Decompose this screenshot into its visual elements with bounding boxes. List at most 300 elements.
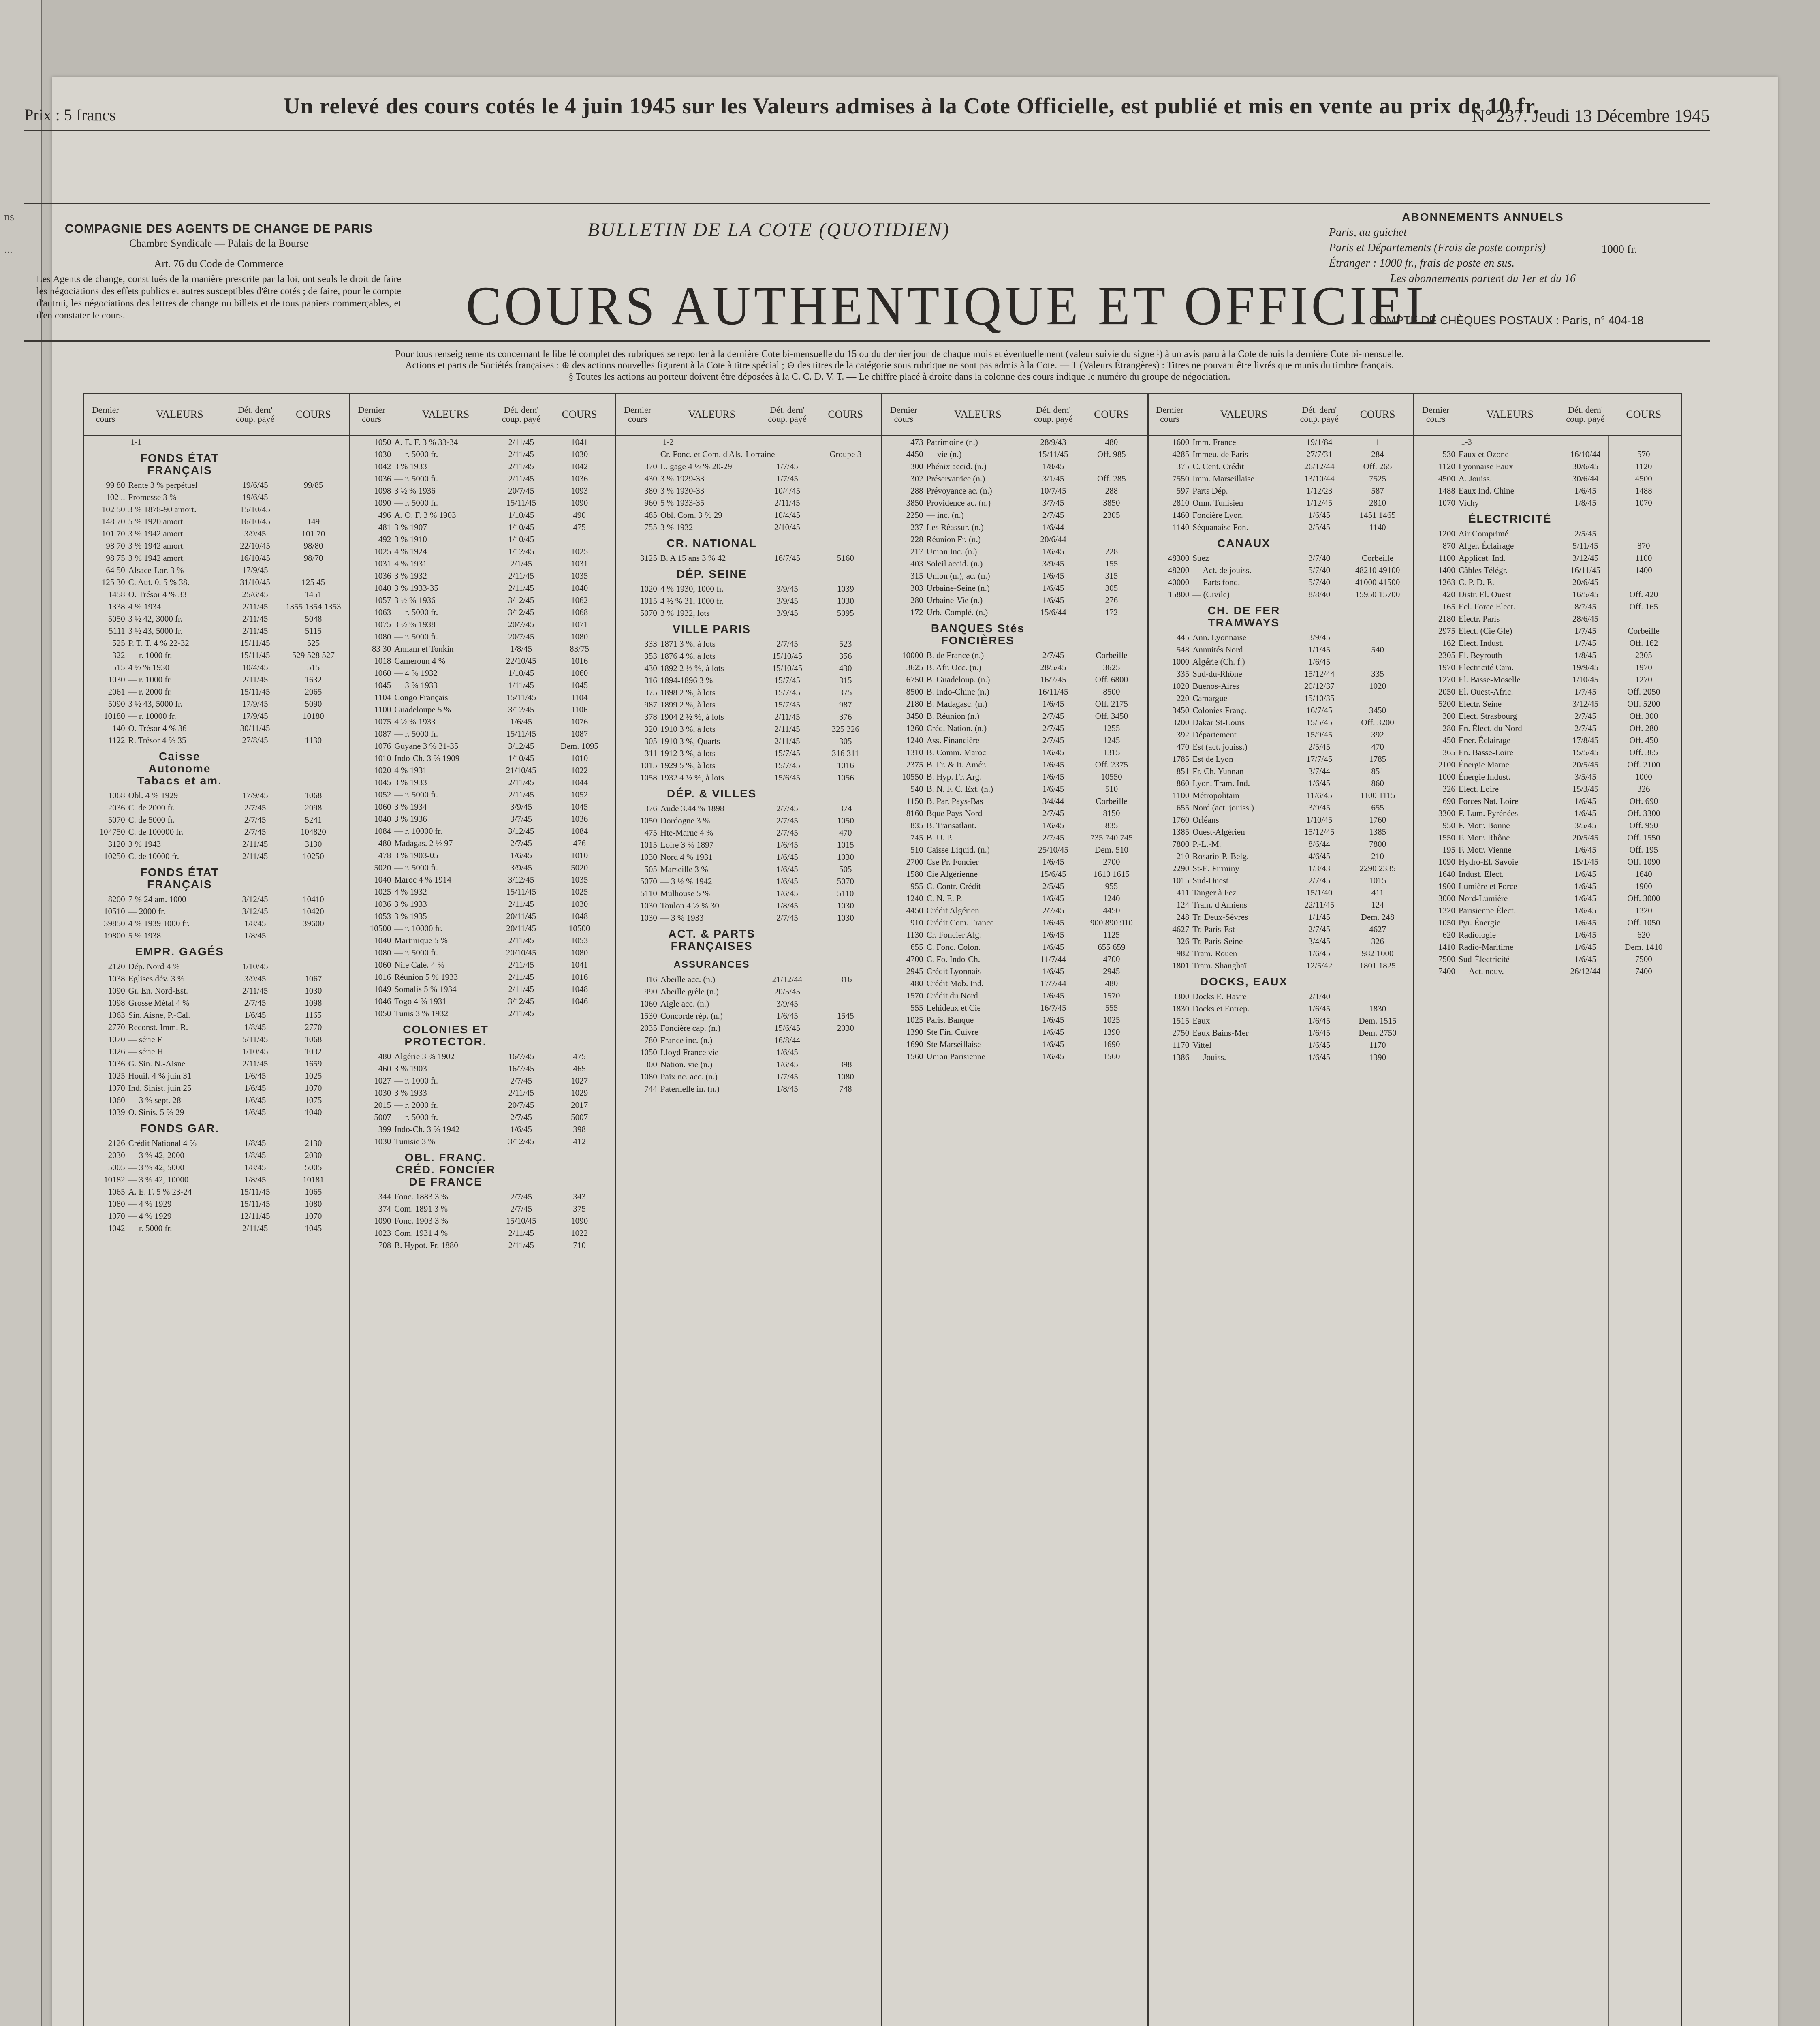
- last-price-cell: 481: [378, 522, 391, 532]
- security-name-cell: Tram. Shanghaï: [1192, 961, 1247, 970]
- security-name-cell: 3 % 1933-35: [394, 583, 438, 593]
- quote-cell: 284: [1371, 449, 1384, 459]
- table-row: [616, 851, 881, 863]
- table-row: [1414, 759, 1681, 771]
- security-name-cell: 3 % 1933: [394, 899, 427, 909]
- quote-cell: 2065: [305, 687, 322, 697]
- quote-cell: 1010: [571, 851, 588, 860]
- coupon-date-cell: 20/11/45: [506, 923, 536, 933]
- last-price-cell: 1025: [374, 887, 391, 897]
- security-name-cell: — r. 5000 fr.: [394, 729, 438, 739]
- coupon-date-cell: 2/7/45: [1042, 808, 1064, 818]
- quote-cell: 41000 41500: [1355, 577, 1400, 587]
- coupon-date-cell: 20/5/45: [1572, 833, 1599, 842]
- last-price-cell: 960: [644, 498, 657, 508]
- security-name-cell: 1899 2 %, à lots: [660, 700, 716, 710]
- security-name-cell: Ouest-Algérien: [1192, 827, 1245, 837]
- coupon-date-cell: 1/7/45: [776, 474, 798, 483]
- last-price-cell: 333: [644, 639, 657, 649]
- quote-cell: 1010: [571, 753, 588, 763]
- table-row: [616, 875, 881, 887]
- quote-cell: 1030: [571, 449, 588, 459]
- coupon-date-cell: 3/9/45: [244, 529, 266, 539]
- table-row: [350, 934, 615, 947]
- quote-cell: 475: [573, 522, 586, 532]
- table-row: [350, 1075, 615, 1087]
- table-row: [350, 570, 615, 582]
- quote-cell: 7800: [1369, 839, 1386, 849]
- security-name-cell: Cameroun 4 %: [394, 656, 446, 666]
- quote-cell: 1071: [571, 620, 588, 629]
- table-row: [84, 625, 349, 637]
- quote-cell: 3130: [305, 839, 322, 849]
- security-name-cell: Elect. Loire: [1458, 784, 1499, 794]
- coupon-date-cell: 3/12/45: [508, 996, 534, 1006]
- last-price-cell: 1020: [1172, 681, 1190, 691]
- last-price-cell: 1070: [108, 1083, 125, 1093]
- quote-cell: Off. 1550: [1627, 833, 1660, 842]
- table-row: [882, 722, 1147, 734]
- security-name-cell: B. Afr. Occ. (n.): [926, 663, 982, 672]
- quote-cell: 374: [839, 804, 852, 813]
- last-price-cell: 228: [910, 534, 923, 544]
- last-price-cell: 40000: [1168, 577, 1190, 587]
- table-row: [616, 1058, 881, 1071]
- table-row: [1149, 448, 1414, 460]
- coupon-date-cell: 1/6/45: [1308, 1028, 1331, 1038]
- table-row: [616, 772, 881, 784]
- security-name-cell: Sud-Électricité: [1458, 954, 1510, 964]
- header-det: Dét. dern' coup. payé: [1031, 394, 1076, 435]
- last-price-cell: 755: [644, 522, 657, 532]
- last-price-cell: 3300: [1172, 992, 1190, 1001]
- table-row: [350, 861, 615, 874]
- coupon-date-cell: 16/7/45: [1040, 1003, 1066, 1013]
- last-price-cell: 316: [644, 975, 657, 984]
- table-row: [84, 734, 349, 746]
- last-price-cell: 3450: [906, 711, 923, 721]
- security-name-cell: Caisse Liquid. (n.): [926, 845, 990, 855]
- last-price-cell: 1098: [374, 486, 391, 496]
- quote-cell: 1255: [1103, 723, 1120, 733]
- table-row: [84, 576, 349, 588]
- table-row: [882, 759, 1147, 771]
- quote-cell: Off. 162: [1629, 638, 1658, 648]
- quote-cell: 315: [839, 675, 852, 685]
- group-label: 1-2: [662, 438, 674, 447]
- table-row: [1149, 960, 1414, 972]
- table-row: [350, 436, 615, 448]
- coupon-date-cell: 3/7/45: [510, 814, 532, 824]
- quote-cell: 98/80: [303, 541, 323, 551]
- last-price-cell: 248: [1176, 912, 1190, 922]
- table-row: [1149, 436, 1414, 448]
- table-row: [1149, 631, 1414, 643]
- last-price-cell: 1039: [108, 1107, 125, 1117]
- table-row: [84, 930, 349, 942]
- coupon-date-cell: 19/6/45: [242, 492, 268, 502]
- security-name-cell: Énergie Marne: [1458, 760, 1509, 769]
- last-price-cell: 1515: [1172, 1016, 1190, 1026]
- coupon-date-cell: 1/6/45: [1308, 1004, 1331, 1013]
- coupon-date-cell: 3/12/45: [1572, 699, 1599, 709]
- table-row: [1149, 911, 1414, 923]
- security-name-cell: Hydro-El. Savoie: [1458, 857, 1518, 867]
- security-name-cell: Annuités Nord: [1192, 645, 1243, 654]
- security-name-cell: Nord 4 % 1931: [660, 852, 713, 862]
- last-price-cell: 220: [1176, 693, 1190, 703]
- quote-cell: 1080: [571, 632, 588, 641]
- last-price-cell: 305: [644, 736, 657, 746]
- last-price-cell: 1026: [108, 1047, 125, 1056]
- last-price-cell: 1310: [906, 748, 923, 757]
- section-heading: CANAUX: [1217, 537, 1271, 549]
- last-price-cell: 98 70: [106, 541, 125, 551]
- coupon-date-cell: 17/9/45: [242, 565, 268, 575]
- security-name-cell: Dordogne 3 %: [660, 816, 710, 825]
- table-row: [616, 1071, 881, 1083]
- security-name-cell: Docks E. Havre: [1192, 992, 1247, 1001]
- last-price-cell: 217: [910, 547, 923, 556]
- security-name-cell: B. Madagasc. (n.): [926, 699, 987, 709]
- quote-cell: 228: [1105, 547, 1118, 556]
- security-name-cell: Hte-Marne 4 %: [660, 828, 713, 838]
- last-price-cell: 530: [1442, 449, 1455, 459]
- coupon-date-cell: 22/11/45: [1304, 900, 1335, 910]
- security-name-cell: Cie Algérienne: [926, 869, 978, 879]
- coupon-date-cell: 1/6/45: [1574, 796, 1596, 806]
- coupon-date-cell: 15/6/44: [1040, 607, 1066, 617]
- table-row: [616, 839, 881, 851]
- quote-cell: Off. 450: [1629, 735, 1658, 745]
- security-name-cell: Eaux: [1192, 1016, 1210, 1026]
- last-price-cell: 335: [1176, 669, 1190, 679]
- security-name-cell: Guadeloupe 5 %: [394, 705, 451, 714]
- security-name-cell: 1892 2 ½ %, à lots: [660, 663, 724, 673]
- quote-cell: 480: [1105, 979, 1118, 988]
- last-price-cell: 10550: [902, 772, 923, 782]
- security-name-cell: — r. 5000 fr.: [394, 449, 438, 459]
- header-dernier: Dernier cours: [350, 394, 393, 435]
- last-price-cell: 1045: [374, 680, 391, 690]
- security-name-cell: Com. 1931 4 %: [394, 1228, 448, 1238]
- quote-cell: 375: [839, 688, 852, 697]
- last-price-cell: 620: [1442, 930, 1455, 940]
- security-name-cell: Nation. vie (n.): [660, 1060, 713, 1069]
- quote-cell: 555: [1105, 1003, 1118, 1013]
- last-price-cell: 655: [1176, 803, 1190, 812]
- table-row: [616, 485, 881, 497]
- security-name-cell: — 3 % 1933: [394, 680, 438, 690]
- coupon-date-cell: 12/5/42: [1306, 961, 1333, 970]
- security-name-cell: Abeille acc. (n.): [660, 975, 716, 984]
- quote-cell: 2290 2335: [1359, 863, 1396, 873]
- quote-cell: 1029: [571, 1088, 588, 1098]
- security-name-cell: Crédit Mob. Ind.: [926, 979, 984, 988]
- table-row: [616, 472, 881, 485]
- table-row: [1149, 1002, 1414, 1015]
- last-price-cell: 10180: [104, 711, 125, 721]
- header-cours: COURS: [296, 408, 331, 420]
- coupon-date-cell: 2/11/45: [508, 583, 534, 593]
- quote-cell: 1053: [571, 936, 588, 945]
- security-name-cell: B. Transatlant.: [926, 821, 976, 830]
- table-row: [84, 552, 349, 564]
- table-row: [616, 711, 881, 723]
- quote-cell: 7500: [1635, 954, 1652, 964]
- last-price-cell: 8200: [108, 894, 125, 904]
- quote-cell: 2030: [305, 1150, 322, 1160]
- coupon-date-cell: 1/6/45: [1042, 784, 1064, 794]
- last-price-cell: 1386: [1172, 1052, 1190, 1062]
- last-price-cell: 2180: [1438, 614, 1455, 624]
- last-price-cell: 450: [1442, 735, 1455, 745]
- quote-cell: 1084: [571, 826, 588, 836]
- security-name-cell: Indust. Elect.: [1458, 869, 1504, 879]
- quote-cell: 1320: [1635, 906, 1652, 915]
- table-row: [350, 606, 615, 618]
- table-row: [84, 613, 349, 625]
- table-row: [350, 497, 615, 509]
- security-name-cell: Ste Fin. Cuivre: [926, 1027, 978, 1037]
- quote-cell: 10500: [568, 923, 590, 933]
- quote-cell: 1025: [305, 1071, 322, 1081]
- quote-cell: Off. 195: [1629, 845, 1658, 855]
- table-row: [1149, 643, 1414, 656]
- security-name-cell: 3 % 1942 amort.: [128, 529, 185, 539]
- table-row: [616, 735, 881, 747]
- table-row: [882, 880, 1147, 892]
- group-label: 1-1: [130, 438, 142, 447]
- coupon-date-cell: 17/7/45: [1306, 754, 1333, 764]
- last-price-cell: 473: [910, 437, 923, 447]
- security-name-cell: Dép. Nord 4 %: [128, 962, 180, 971]
- table-row: [1149, 1015, 1414, 1027]
- coupon-date-cell: 3/12/45: [508, 595, 534, 605]
- header-dernier: Dernier cours: [1149, 394, 1192, 435]
- coupon-date-cell: 3/12/45: [508, 741, 534, 751]
- last-price-cell: 420: [1442, 590, 1455, 599]
- security-name-cell: Promesse 3 %: [128, 492, 177, 502]
- coupon-date-cell: 2/7/45: [1574, 711, 1596, 721]
- table-row: [350, 849, 615, 861]
- coupon-date-cell: 2/11/45: [508, 778, 534, 787]
- table-row: [616, 650, 881, 662]
- coupon-date-cell: 15/1/40: [1306, 888, 1333, 898]
- coupon-date-cell: 3/9/45: [1308, 633, 1331, 642]
- security-name-cell: Docks et Entrep.: [1192, 1004, 1250, 1013]
- last-price-cell: 910: [910, 918, 923, 928]
- last-price-cell: 1060: [374, 960, 391, 970]
- quote-cell: 510: [1105, 784, 1118, 794]
- quote-cell: 1070: [305, 1211, 322, 1221]
- table-row: [882, 545, 1147, 558]
- table-row: [1149, 1039, 1414, 1051]
- security-name-cell: 3 ½ % 1936: [394, 595, 436, 605]
- coupon-date-cell: 1/6/45: [776, 1047, 798, 1057]
- table-row: [616, 814, 881, 827]
- coupon-date-cell: 1/6/45: [1042, 930, 1064, 940]
- coupon-date-cell: 1/6/45: [1308, 778, 1331, 788]
- quote-cell: Off. 300: [1629, 711, 1658, 721]
- last-price-cell: 1030: [108, 675, 125, 684]
- security-name-cell: Ind. Sinist. juin 25: [128, 1083, 192, 1093]
- coupon-date-cell: 1/11/45: [508, 680, 534, 690]
- security-name-cell: Grosse Métal 4 %: [128, 998, 190, 1008]
- last-price-cell: 1200: [1438, 529, 1455, 539]
- table-row: [350, 740, 615, 752]
- last-price-cell: 1458: [108, 590, 125, 599]
- coupon-date-cell: 2/1/40: [1308, 992, 1331, 1001]
- last-price-cell: 987: [644, 700, 657, 710]
- security-name-cell: 4 % 1931: [394, 765, 427, 775]
- coupon-date-cell: 2/7/45: [776, 639, 798, 649]
- quote-cell: 1098: [305, 998, 322, 1008]
- table-row: [1414, 686, 1681, 698]
- coupon-date-cell: 2/11/45: [774, 498, 800, 508]
- section-heading: CR. NATIONAL: [666, 537, 757, 549]
- price-label: Prix : 5 francs: [24, 106, 116, 124]
- table-row: [616, 887, 881, 900]
- table-row: [1414, 904, 1681, 917]
- coupon-date-cell: 1/6/45: [1042, 748, 1064, 757]
- table-row: [1149, 874, 1414, 887]
- security-name-cell: Congo Français: [394, 692, 448, 702]
- security-name-cell: Tr. Paris-Seine: [1192, 936, 1243, 946]
- quote-cell: 748: [839, 1084, 852, 1094]
- last-price-cell: 10000: [902, 650, 923, 660]
- last-price-cell: 10182: [104, 1175, 125, 1184]
- header-cours: COURS: [1626, 408, 1662, 420]
- security-name-cell: — r. 5000 fr.: [394, 863, 438, 872]
- quote-cell: 326: [1371, 936, 1384, 946]
- security-name-cell: Marseille 3 %: [660, 864, 708, 874]
- quote-cell: Groupe 3: [829, 449, 862, 459]
- table-row: [84, 893, 349, 905]
- last-price-cell: 1900: [1438, 881, 1455, 891]
- coupon-date-cell: 2/7/45: [1042, 723, 1064, 733]
- last-price-cell: 430: [644, 474, 657, 483]
- last-price-cell: 7800: [1172, 839, 1190, 849]
- security-name-cell: — vie (n.): [926, 449, 962, 459]
- coupon-date-cell: 2/11/45: [508, 437, 534, 447]
- last-price-cell: 101 70: [101, 529, 125, 539]
- section-heading: FONDS ÉTAT FRANÇAIS: [140, 866, 219, 891]
- security-name-cell: Distr. El. Ouest: [1458, 590, 1511, 599]
- table-row: [1414, 601, 1681, 613]
- quote-cell: 835: [1105, 821, 1118, 830]
- quote-cell: Off. 2375: [1095, 760, 1128, 769]
- security-name-cell: B. U. P.: [926, 833, 953, 842]
- table-row: [882, 448, 1147, 460]
- security-name-cell: Mulhouse 5 %: [660, 889, 710, 898]
- coupon-date-cell: 2/11/45: [508, 960, 534, 970]
- table-row: [350, 1007, 615, 1019]
- subscription-line: Les abonnements partent du 1er et du 16: [1390, 272, 1576, 285]
- table-row: [1414, 880, 1681, 892]
- table-column: [1414, 394, 1681, 2026]
- last-price-cell: 1550: [1438, 833, 1455, 842]
- security-name-cell: C. de 10000 fr.: [128, 851, 179, 861]
- quote-cell: 83/75: [570, 644, 589, 654]
- coupon-date-cell: 1/6/45: [1042, 547, 1064, 556]
- quote-cell: 1690: [1103, 1039, 1120, 1049]
- coupon-date-cell: 2/11/45: [774, 712, 800, 722]
- quote-cell: 1090: [571, 1216, 588, 1226]
- coupon-date-cell: 2/7/45: [1042, 906, 1064, 915]
- security-name-cell: 4 ½ % 1933: [394, 717, 436, 727]
- security-name-cell: — r. 10000 fr.: [128, 711, 176, 721]
- coupon-date-cell: 10/7/45: [1040, 486, 1066, 496]
- quote-cell: 5090: [305, 699, 322, 709]
- table-row: [350, 1062, 615, 1075]
- coupon-date-cell: 2/11/45: [242, 1223, 268, 1233]
- table-row: [1149, 990, 1414, 1002]
- last-price-cell: 2015: [374, 1100, 391, 1110]
- security-name-cell: Lumière et Force: [1458, 881, 1517, 891]
- coupon-date-cell: 16/8/44: [774, 1035, 801, 1045]
- security-name-cell: 3 % 1942 amort.: [128, 553, 185, 563]
- coupon-date-cell: 1/10/45: [508, 668, 534, 678]
- last-price-cell: 597: [1176, 486, 1190, 496]
- security-name-cell: Pyr. Énergie: [1458, 918, 1501, 928]
- security-name-cell: O. Trésor 4 % 33: [128, 590, 187, 599]
- section-heading: ÉLECTRICITÉ: [1468, 513, 1552, 525]
- table-row: [882, 989, 1147, 1002]
- last-price-cell: 280: [1442, 723, 1455, 733]
- header-valeurs: VALEURS: [1191, 394, 1297, 435]
- quote-cell: 1052: [571, 790, 588, 799]
- security-name-cell: — r. 1000 fr.: [128, 650, 172, 660]
- last-price-cell: 2750: [1172, 1028, 1190, 1038]
- last-price-cell: 2036: [108, 803, 125, 812]
- security-name-cell: Foncière cap. (n.): [660, 1023, 721, 1033]
- coupon-date-cell: 30/11/45: [240, 723, 270, 733]
- quote-cell: 1104: [571, 692, 588, 702]
- last-price-cell: 1000: [1438, 772, 1455, 782]
- coupon-date-cell: 20/6/45: [1572, 577, 1599, 587]
- security-name-cell: 1876 4 %, à lots: [660, 651, 716, 661]
- quote-cell: Off. 265: [1363, 462, 1392, 471]
- table-row: [882, 965, 1147, 977]
- security-name-cell: — Act. de jouiss.: [1192, 565, 1252, 575]
- coupon-date-cell: 1/6/45: [1574, 869, 1596, 879]
- security-name-cell: 3 ½ 43, 5000 fr.: [128, 699, 183, 709]
- table-row: [1414, 661, 1681, 673]
- last-price-cell: 1122: [108, 735, 125, 745]
- security-name-cell: Maroc 4 % 1914: [394, 875, 451, 885]
- security-name-cell: Fonc. 1903 3 %: [394, 1216, 449, 1226]
- security-name-cell: 3 % 1903: [394, 1064, 427, 1073]
- coupon-date-cell: 2/7/45: [1308, 876, 1331, 885]
- table-row: [882, 856, 1147, 868]
- quote-cell: 1451: [305, 590, 322, 599]
- table-row: [882, 795, 1147, 807]
- coupon-date-cell: 1/7/45: [1574, 638, 1596, 648]
- coupon-date-cell: 16/7/45: [774, 553, 801, 563]
- last-price-cell: 237: [910, 522, 923, 532]
- coupon-date-cell: 2/11/45: [508, 790, 534, 799]
- last-price-cell: 690: [1442, 796, 1455, 806]
- quote-cell: 1041: [571, 960, 588, 970]
- quote-cell: 1355 1354 1353: [286, 602, 341, 611]
- last-price-cell: 5200: [1438, 699, 1455, 709]
- last-price-cell: 162: [1442, 638, 1455, 648]
- section-heading: FONDS GAR.: [140, 1122, 220, 1135]
- table-row: [616, 674, 881, 686]
- security-name-cell: 3 % 1929-33: [660, 474, 705, 483]
- quote-cell: 470: [1371, 742, 1384, 752]
